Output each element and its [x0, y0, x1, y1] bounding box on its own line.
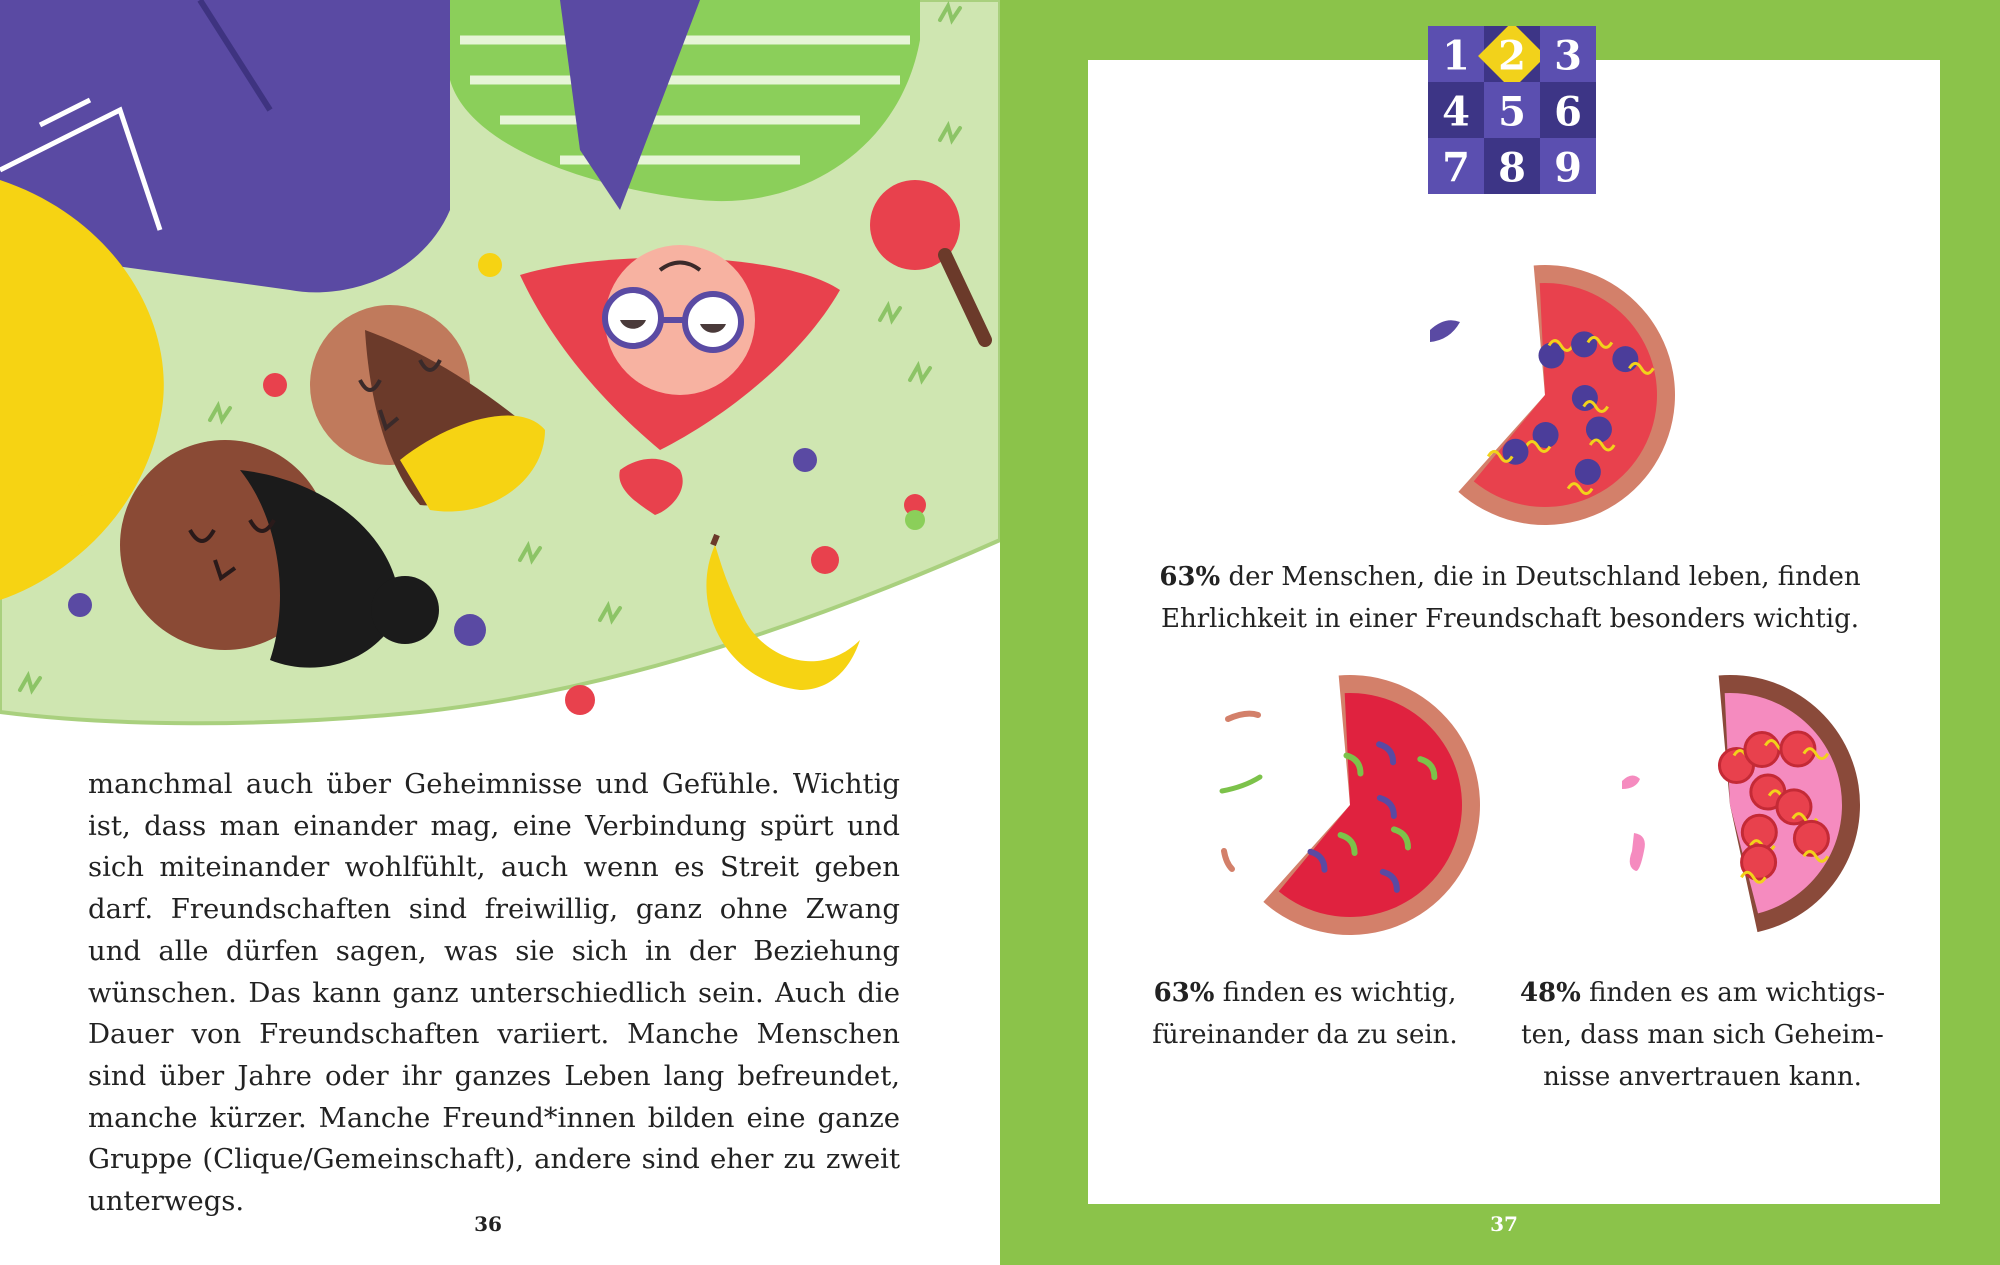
badge-number: 3: [1554, 32, 1582, 80]
pizza-topping: [1745, 733, 1779, 767]
stat-text: finden es am wichtigsten, dass man sich Geheimnisse anvertrauen kann.: [1521, 978, 1886, 1092]
badge-number: 7: [1442, 144, 1470, 192]
pizza-topping: [1742, 845, 1776, 879]
page-number-right: 37: [1490, 1212, 1518, 1236]
pizza-chart-ehrlichkeit: [1410, 240, 1680, 540]
badge-number: 6: [1554, 88, 1582, 136]
body-paragraph: manchmal auch über Geheimnisse und Gefühle. Wichtig ist, dass man einander mag, eine Verbindung spürt und sich miteinander wohlfühlt, auch wenn es Streit geben darf. Freundschaften sind freiwillig, ganz ohne Zwang und alle dürfen sagen, was sie sich in der Beziehung wünschen. Das kann ganz unterschiedlich sein. Auch die Dauer von Freundschaften variiert. Manche Menschen sind über Jahre oder ihr ganzes Leben lang befreundet, manche kürzer. Manche Freund*innen bilden eine ganze Gruppe (Clique/Gemeinschaft), andere sind eher zu zweit unterwegs.: [88, 768, 900, 1218]
pizza-topping: [1575, 459, 1601, 485]
badge-number: 1: [1442, 32, 1470, 80]
badge-number: 2: [1498, 32, 1526, 80]
badge-number: 9: [1554, 144, 1582, 192]
stat-text: der Menschen, die in Deutschland leben, finden Ehrlichkeit in einer Freundschaft besonders wichtig.: [1161, 562, 1861, 634]
stat-text: finden es wichtig, füreinander da zu sein.: [1152, 978, 1458, 1050]
pizza-topping: [1586, 416, 1612, 442]
pizza-topping: [1612, 346, 1638, 372]
badge-number: 4: [1442, 88, 1470, 136]
number-grid-icon: [1428, 26, 1596, 194]
children-illustration: [0, 0, 1000, 740]
stat-percent: 63%: [1159, 562, 1221, 592]
pizza-chart-fuereinander: [1200, 655, 1480, 955]
stat-ehrlichkeit: [1120, 556, 1900, 640]
stat-geheimnisse: [1505, 972, 1900, 1098]
badge-number: 8: [1498, 144, 1526, 192]
badge-number: 5: [1498, 88, 1526, 136]
pizza-chart-geheimnisse: [1600, 655, 1860, 955]
pizza-topping: [1571, 331, 1597, 357]
stat-fuereinander: [1135, 972, 1475, 1056]
page-number-left: 36: [474, 1212, 502, 1236]
stat-percent: 63%: [1153, 978, 1215, 1008]
stat-percent: 48%: [1519, 978, 1581, 1008]
